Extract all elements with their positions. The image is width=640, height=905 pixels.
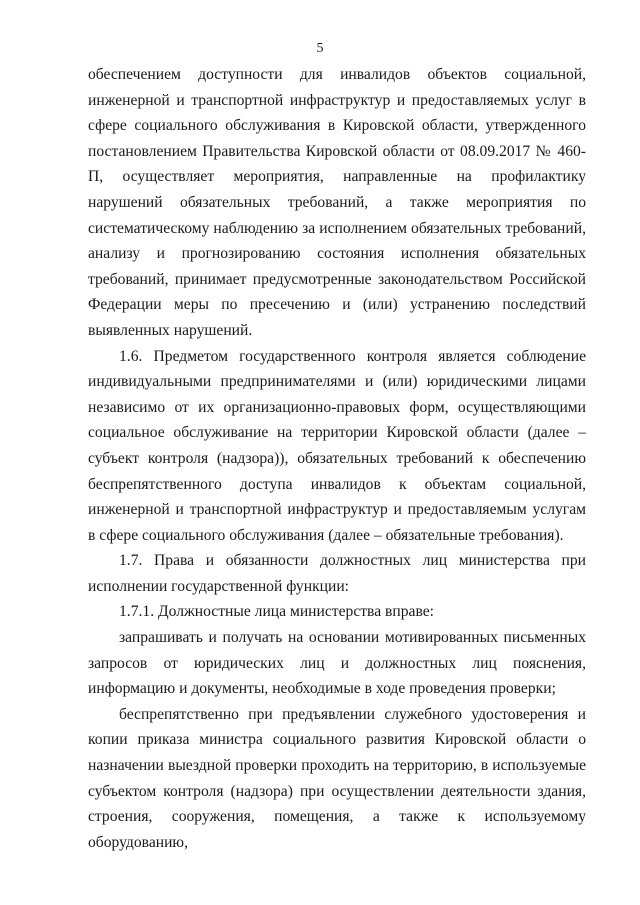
document-body (88, 62, 586, 855)
page-number: 5 (316, 41, 324, 56)
paragraph-continuation: обеспечением доступности для инвалидов объектов социальной, инженерной и транспортной инфраструктур и предоставляемых услуг в сфере социального обслуживания в Кировской области, утвержденного постановлением Правительства Кировской области от 08.09.2017 № 460-П, осуществляет мероприятия, направленные на профилактику нарушений обязательных требований, а также мероприятия по систематическому наблюдению за исполнением обязательных требований, анализу и прогнозированию состояния исполнения обязательных требований, принимает предусмотренные законодательством Российской Федерации меры по пресечению и (или) устранению последствий выявленных нарушений. (88, 66, 586, 339)
paragraph-request-right: запрашивать и получать на основании мотивированных письменных запросов от юридических лиц и должностных лиц пояснения, информацию и документы, необходимые в ходе проведения проверки; (88, 629, 586, 698)
paragraph-1-7: 1.7. Права и обязанности должностных лиц министерства при исполнении государственной функции: (88, 552, 586, 595)
paragraph-1-6: 1.6. Предметом государственного контроля является соблюдение индивидуальными предпринимателями и (или) юридическими лицами независимо от их организационно-правовых форм, осуществляющими социальное обслуживание на территории Кировской области (далее – субъект контроля (надзора)), обязательных требований к обеспечению беспрепятственного доступа инвалидов к объектам социальной, инженерной и транспортной инфраструктур и предоставляемым услугам в сфере социального обслуживания (далее – обязательные требования). (88, 347, 586, 544)
paragraph-1-7-1: 1.7.1. Должностные лица министерства вправе: (119, 603, 434, 621)
paragraph-access-right: беспрепятственно при предъявлении служебного удостоверения и копии приказа министра социального развития Кировской области о назначении выездной проверки проходить на территорию, в используемые субъектом контроля (надзора) при осуществлении деятельности здания, строения, сооружения, помещения, а также к используемому оборудованию, (88, 705, 586, 851)
